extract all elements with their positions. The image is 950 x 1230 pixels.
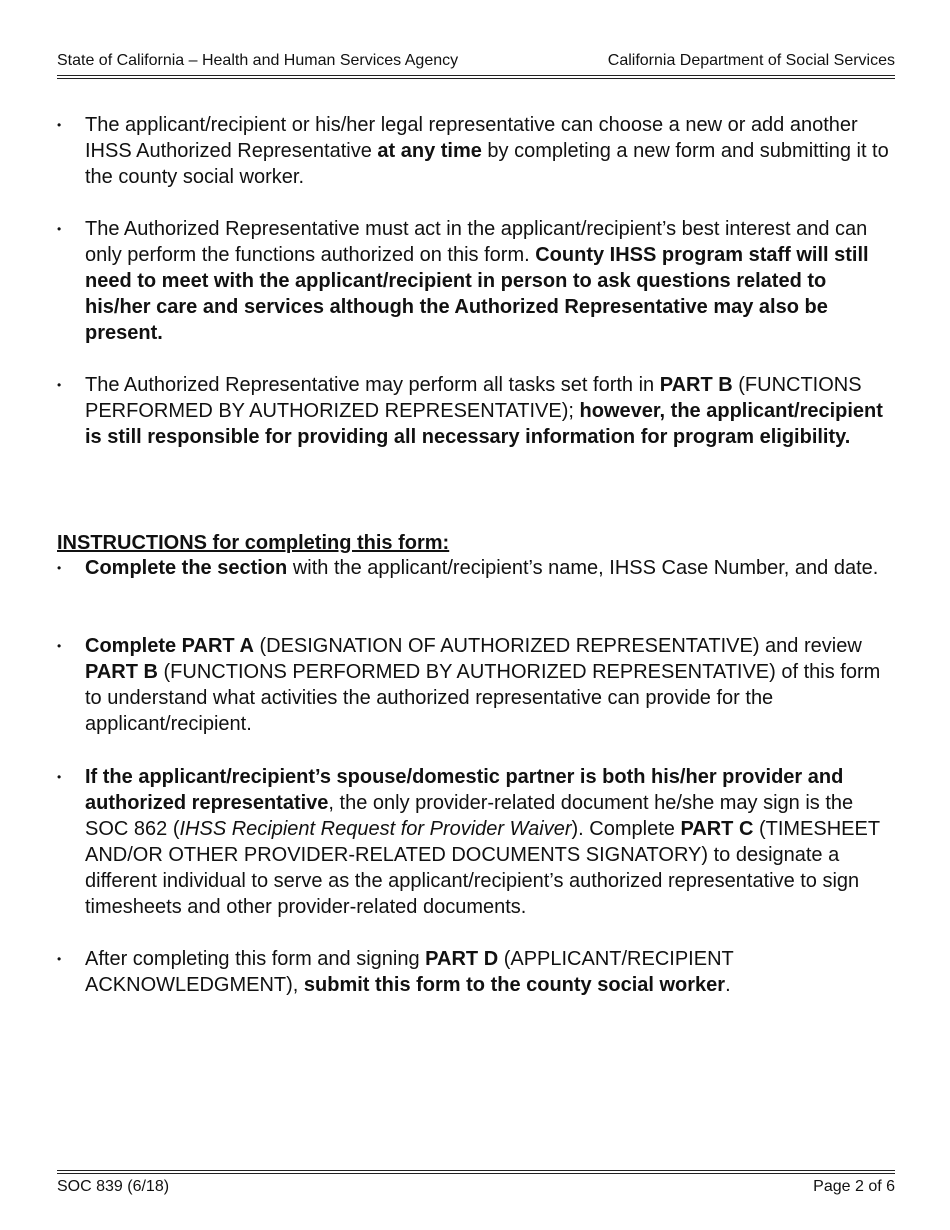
bullet-icon: • bbox=[57, 118, 62, 132]
bullet-icon: • bbox=[57, 952, 62, 966]
bullet-tasks-part-b: • The Authorized Representative may perform all tasks set forth in PART B (FUNCTIONS PERFORMED BY AUTHORIZED REPRESENTATIVE); however, the applicant/recipient is still responsible for providing all necessary information for program eligibility. bbox=[57, 374, 883, 448]
bullet-icon: • bbox=[57, 639, 62, 653]
page-header bbox=[57, 52, 895, 72]
instruction-part-c: • If the applicant/recipient’s spouse/domestic partner is both his/her provider and authorized representative, the only provider-related document he/she may sign is the SOC 862 (IHSS Recipient Request for Provider Waiver). Complete PART C (TIMESHEET AND/OR OTHER PROVIDER-RELATED DOCUMENTS SIGNATORY) to designate a different individual to serve as the applicant/recipient’s authorized representative to sign timesheets and other provider-related documents. bbox=[57, 766, 880, 918]
instructions-heading: INSTRUCTIONS for completing this form: bbox=[57, 532, 450, 554]
bullet-new-representative: • The applicant/recipient or his/her legal representative can choose a new or add another IHSS Authorized Representative at any time by completing a new form and submitting it to the county social worker. bbox=[57, 114, 889, 188]
instruction-part-d: • After completing this form and signing PART D (APPLICANT/RECIPIENT ACKNOWLEDGMENT), submit this form to the county social worker. bbox=[57, 948, 734, 996]
page-footer bbox=[57, 1178, 895, 1196]
header-rule bbox=[57, 75, 895, 79]
bullet-best-interest: • The Authorized Representative must act in the applicant/recipient’s best interest and can only perform the functions authorized on this form. County IHSS program staff will still need to meet with the applicant/recipient in person to ask questions related to his/her care and services although the Authorized Representative may also be present. bbox=[57, 218, 869, 344]
bullet-icon: • bbox=[57, 222, 62, 236]
header-agency: State of California – Health and Human Services Agency bbox=[57, 52, 459, 69]
bullet-icon: • bbox=[57, 378, 62, 392]
bullet-icon: • bbox=[57, 561, 62, 575]
page-number: Page 2 of 6 bbox=[813, 1178, 895, 1195]
bullet-icon: • bbox=[57, 770, 62, 784]
instruction-part-a: • Complete PART A (DESIGNATION OF AUTHORIZED REPRESENTATIVE) and review PART B (FUNCTIONS PERFORMED BY AUTHORIZED REPRESENTATIVE) of this form to understand what activities the authorized representative can provide for the applicant/recipient. bbox=[57, 635, 881, 735]
instruction-complete-section: • Complete the section with the applicant/recipient’s name, IHSS Case Number, and date. bbox=[57, 557, 879, 579]
form-number: SOC 839 (6/18) bbox=[57, 1178, 170, 1195]
footer-rule bbox=[57, 1170, 895, 1174]
header-department: California Department of Social Services bbox=[607, 52, 895, 69]
